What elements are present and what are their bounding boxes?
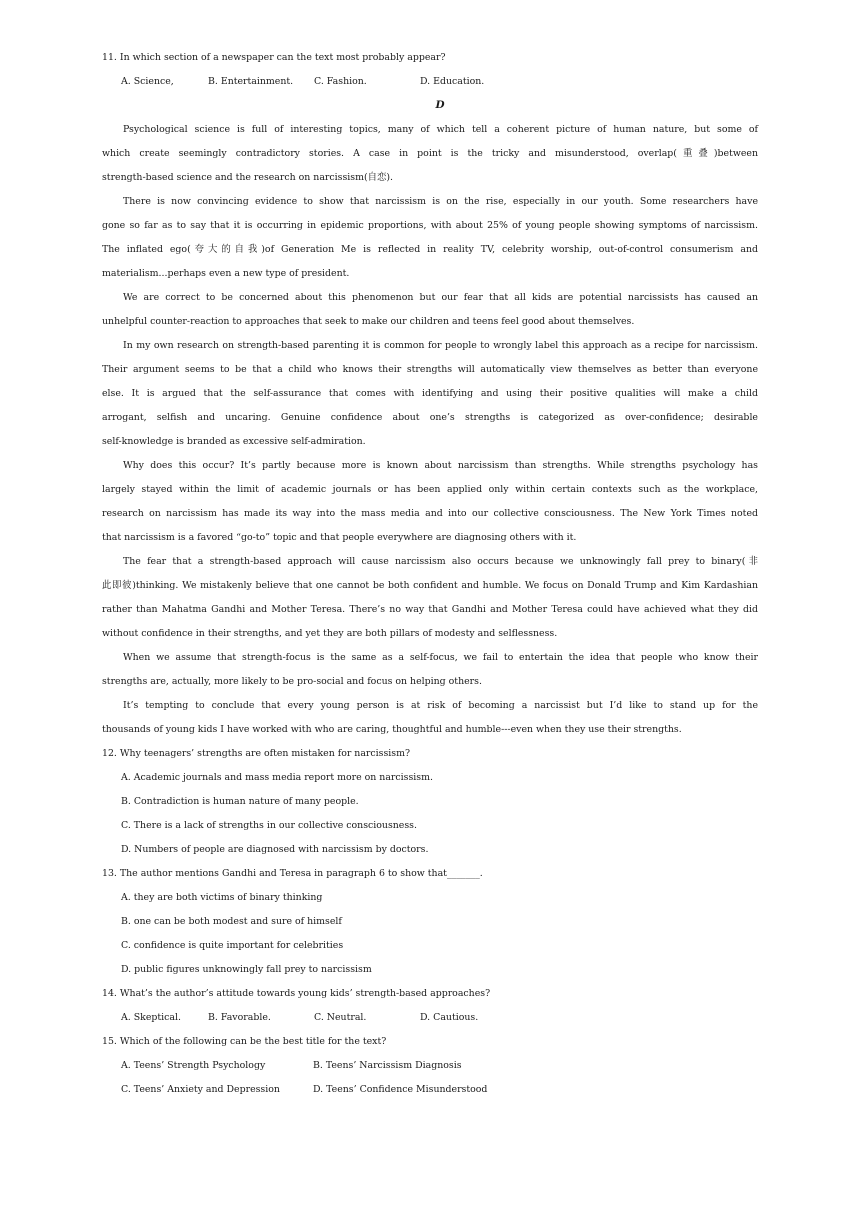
option-11-c: C. Fashion. [314, 76, 367, 87]
option-11-a: A. Science, [121, 76, 174, 87]
passage-line: that narcissism is a favored “go-to” topic and that people everywhere are diagnosing others with it. [102, 532, 577, 543]
passage-line: self-knowledge is branded as excessive self-admiration. [102, 436, 366, 447]
option-12-c: C. There is a lack of strengths in our collective consciousness. [121, 820, 417, 831]
option-12-d: D. Numbers of people are diagnosed with narcissism by doctors. [121, 844, 429, 855]
question-12-stem: 12. Why teenagers’ strengths are often mistaken for narcissism? [102, 748, 411, 759]
passage-line: In my own research on strength-based parenting it is common for people to wrongly label this approach as a recipe for narcissism. [123, 340, 758, 351]
passage-line: The fear that a strength-based approach will cause narcissism also occurs because we unknowingly fall prey to binary(非 [123, 556, 758, 567]
passage-line: research on narcissism has made its way into the mass media and into our collective consciousness. The New York Times noted [102, 508, 758, 519]
question-14-options [121, 1006, 777, 1030]
passage-line: When we assume that strength-focus is the same as a self-focus, we fail to entertain the idea that people who know their [123, 652, 758, 663]
passage-line: materialism...perhaps even a new type of president. [102, 268, 350, 279]
question-15-stem: 15. Which of the following can be the best title for the text? [102, 1036, 387, 1047]
passage-line: There is now convincing evidence to show that narcissism is on the rise, especially in our youth. Some researchers have [123, 196, 758, 207]
passage-line: without confidence in their strengths, and yet they are both pillars of modesty and selflessness. [102, 628, 558, 639]
option-13-b: B. one can be both modest and sure of himself [121, 916, 342, 927]
option-14-a: A. Skeptical. [121, 1012, 181, 1023]
option-11-b: B. Entertainment. [208, 76, 294, 87]
passage-line: The inflated ego(夸大的自我)of Generation Me is reflected in reality TV, celebrity worship, out-of-control consumerism and [102, 244, 758, 255]
passage-line: It’s tempting to conclude that every young person is at risk of becoming a narcissist but I’d like to stand up for the [123, 700, 758, 711]
passage-line: unhelpful counter-reaction to approaches that seek to make our children and teens feel good about themselves. [102, 316, 635, 327]
option-13-a: A. they are both victims of binary thinking [121, 892, 323, 903]
passage-line: largely stayed within the limit of academic journals or has been applied only within certain contexts such as the workplace, [102, 484, 758, 495]
option-14-b: B. Favorable. [208, 1012, 271, 1023]
passage-line: Their argument seems to be that a child who knows their strengths will automatically view themselves as better than everyone [102, 364, 758, 375]
option-15-a: A. Teens’ Strength Psychology [121, 1060, 266, 1071]
question-15-options-row-2 [121, 1078, 777, 1102]
passage-line: Why does this occur? It’s partly because more is known about narcissism than strengths. While strengths psychology has [123, 460, 758, 471]
option-14-d: D. Cautious. [420, 1012, 479, 1023]
option-12-a: A. Academic journals and mass media report more on narcissism. [121, 772, 433, 783]
passage-letter: D [435, 99, 445, 111]
option-15-d: D. Teens’ Confidence Misunderstood [313, 1084, 488, 1095]
option-14-c: C. Neutral. [314, 1012, 367, 1023]
option-12-b: B. Contradiction is human nature of many people. [121, 796, 359, 807]
question-13-stem: 13. The author mentions Gandhi and Teresa in paragraph 6 to show that_______. [102, 868, 483, 879]
question-15-options-row-1 [121, 1054, 777, 1078]
question-11-stem: 11. In which section of a newspaper can the text most probably appear? [102, 52, 446, 63]
option-13-d: D. public figures unknowingly fall prey to narcissism [121, 964, 372, 975]
passage-line: arrogant, selfish and uncaring. Genuine confidence about one’s strengths is categorized as over-confidence; desirable [102, 412, 758, 423]
passage-line: gone so far as to say that it is occurring in epidemic proportions, with about 25% of young people showing symptoms of narcissism. [102, 220, 758, 231]
option-13-c: C. confidence is quite important for celebrities [121, 940, 344, 951]
passage-line: 此即彼)thinking. We mistakenly believe that one cannot be both confident and humble. We focus on Donald Trump and Kim Kardashian [102, 580, 758, 591]
passage-line: which create seemingly contradictory stories. A case in point is the tricky and misunderstood, overlap(重叠)between [102, 148, 758, 159]
option-15-b: B. Teens’ Narcissism Diagnosis [313, 1060, 462, 1071]
question-14-stem: 14. What’s the author’s attitude towards young kids’ strength-based approaches? [102, 988, 491, 999]
option-11-d: D. Education. [420, 76, 485, 87]
passage-line: We are correct to be concerned about this phenomenon but our fear that all kids are potential narcissists has caused an [123, 292, 758, 303]
option-15-c: C. Teens’ Anxiety and Depression [121, 1084, 280, 1095]
passage-line: else. It is argued that the self-assurance that comes with identifying and using their positive qualities will make a child [102, 388, 758, 399]
passage-line: Psychological science is full of interesting topics, many of which tell a coherent picture of human nature, but some of [123, 124, 758, 135]
question-11-options [121, 70, 777, 94]
passage-line: thousands of young kids I have worked with who are caring, thoughtful and humble---even when they use their strengths. [102, 724, 682, 735]
passage-line: strengths are, actually, more likely to be pro-social and focus on helping others. [102, 676, 482, 687]
passage-line: rather than Mahatma Gandhi and Mother Teresa. There’s no way that Gandhi and Mother Teresa could have achieved what they did [102, 604, 758, 615]
passage-line: strength-based science and the research on narcissism(自恋). [102, 172, 394, 183]
